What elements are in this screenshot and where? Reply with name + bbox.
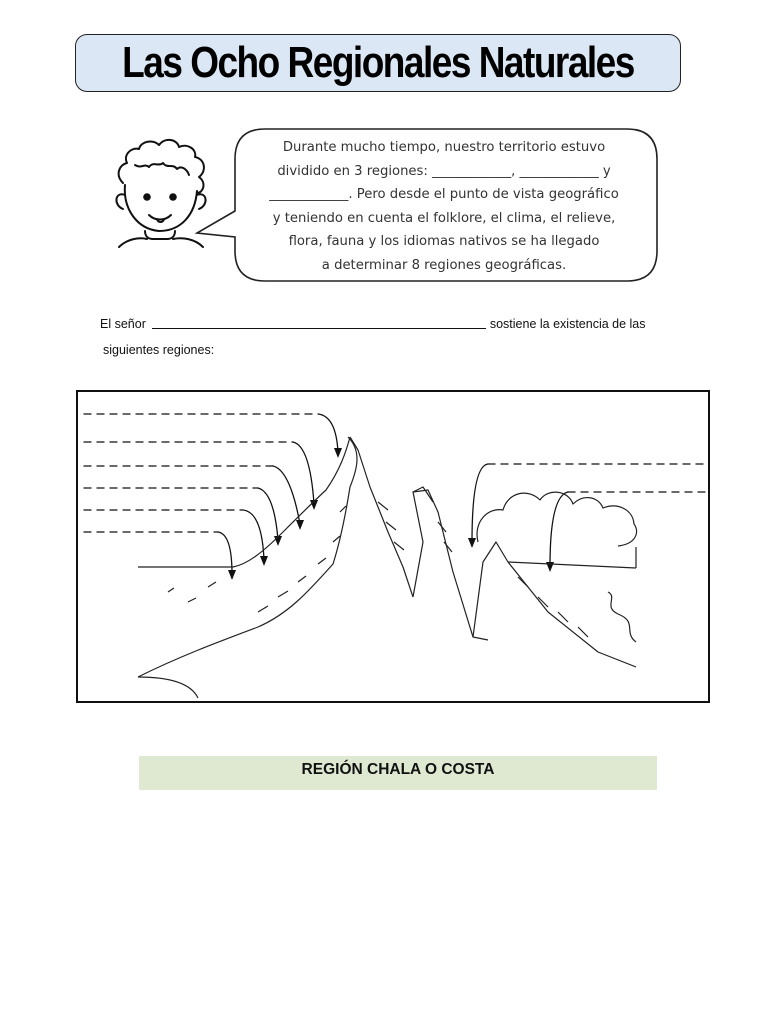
name-blank[interactable] (152, 316, 486, 329)
bubble-line: ____________. Pero desde el punto de vista geográfico (269, 187, 619, 202)
statement-prefix: El señor (100, 317, 146, 331)
bubble-line: flora, fauna y los idiomas nativos se ha llegado (288, 234, 600, 249)
label-dashes-right (488, 464, 706, 492)
statement (100, 316, 690, 357)
region-title: REGIÓN CHALA O COSTA (301, 761, 495, 778)
relief-drawing (78, 392, 708, 701)
arrow-8 (550, 492, 568, 566)
arrow-7 (472, 464, 488, 542)
page-title: Las Ocho Regionales Naturales (122, 38, 634, 87)
bubble-line: a determinar 8 regiones geográficas. (321, 257, 567, 273)
arrow-2 (293, 442, 314, 504)
statement-suffix: sostiene la existencia de las (489, 317, 646, 331)
relief-diagram (76, 390, 710, 703)
region-header (139, 756, 657, 790)
arrow-3 (273, 466, 300, 524)
arrow-1 (318, 414, 338, 452)
bubble-line: y teniendo en cuenta el folklore, el clima, el relieve, (272, 210, 616, 226)
arrow-6 (218, 532, 232, 574)
statement-line2: siguientes regiones: (103, 343, 215, 357)
bubble-text (240, 136, 648, 277)
bubble-line: dividido en 3 regiones: ____________, ____________ y (277, 163, 611, 179)
title-banner (75, 34, 681, 92)
bubble-line: Durante mucho tiempo, nuestro territorio estuvo (282, 140, 606, 155)
